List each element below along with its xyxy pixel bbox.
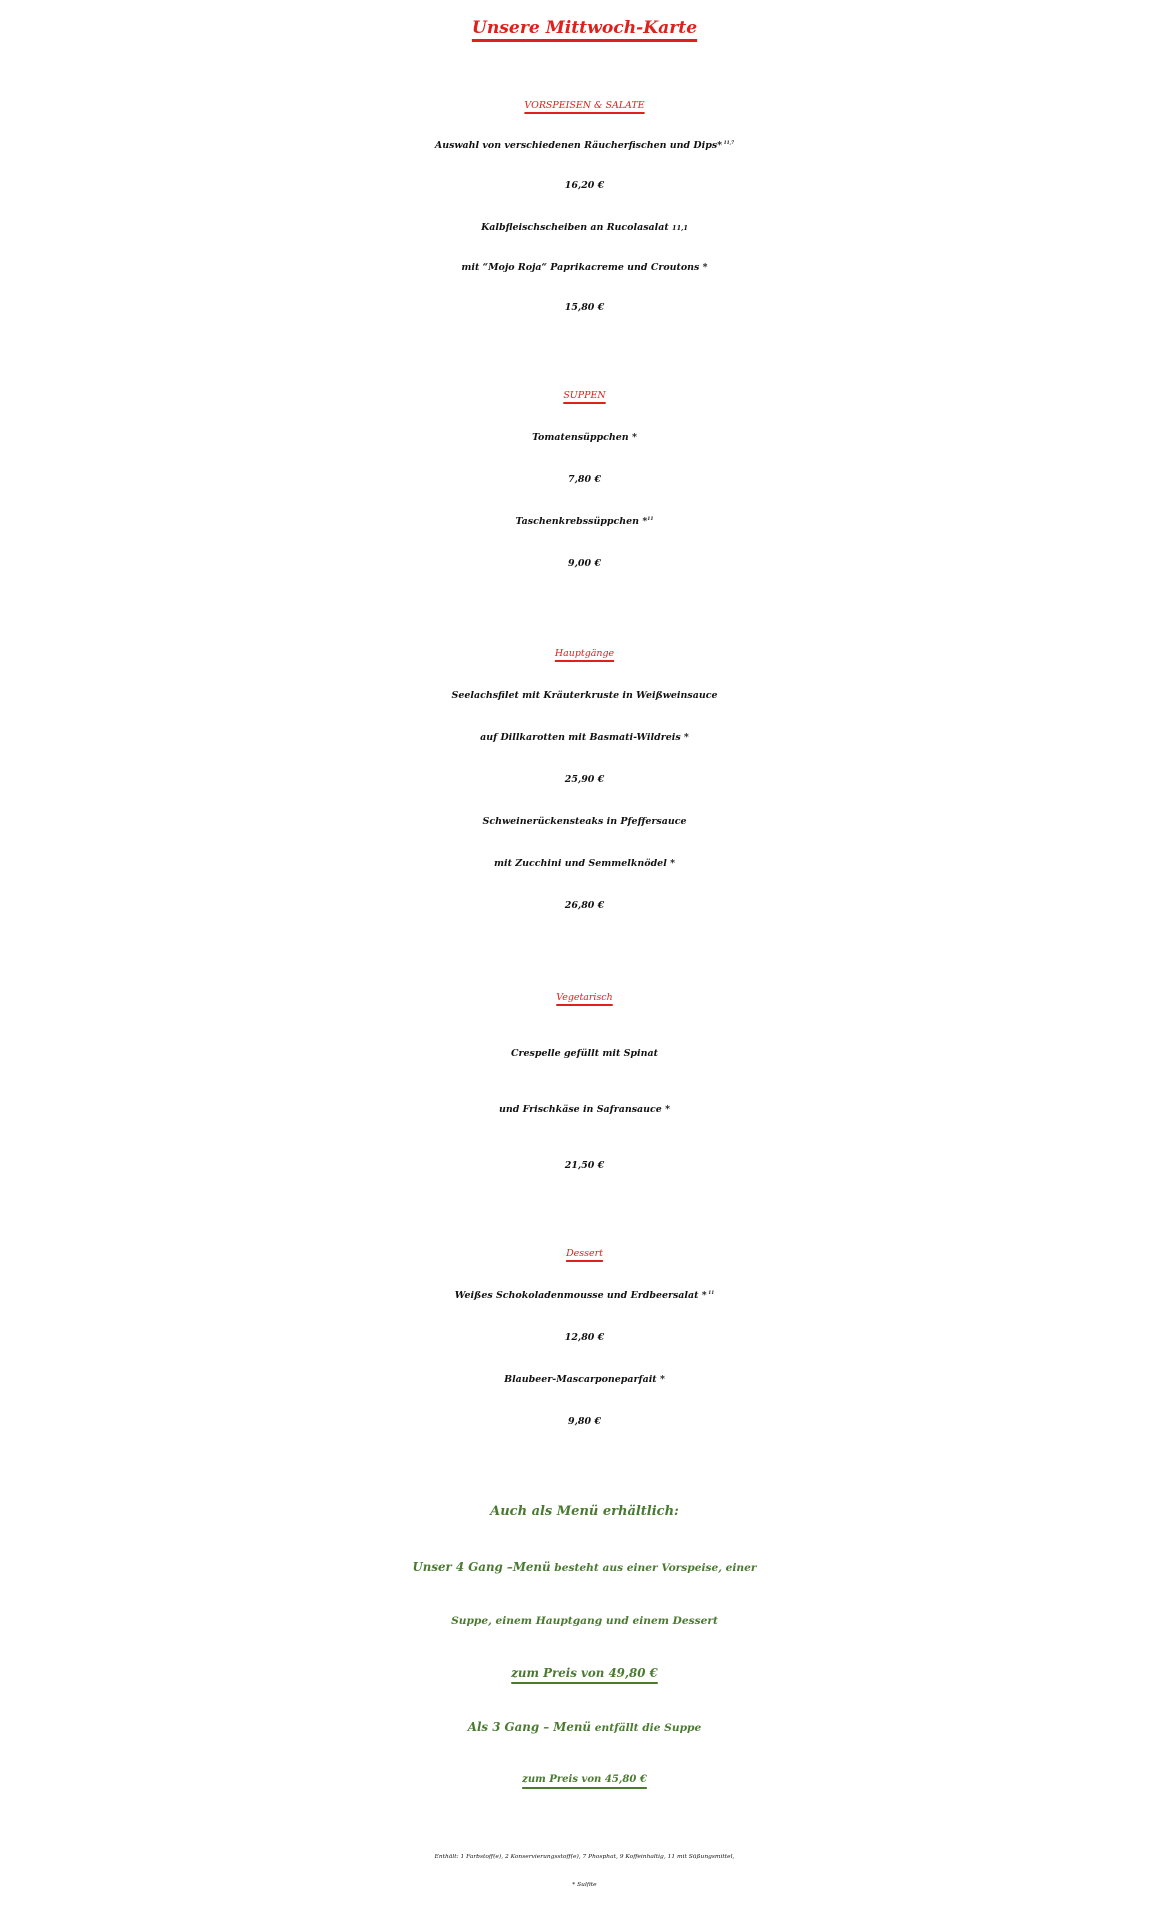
dish-name-text: Taschenkrebssüppchen * xyxy=(515,516,648,527)
dish-price: 7,80 € xyxy=(568,474,601,485)
menu-offer-price-four: zum Preis von 49,80 € xyxy=(511,1666,658,1680)
dish-name-text: Kalbfleischscheiben an Rucolasalat xyxy=(481,222,669,233)
dish-name xyxy=(0,140,1169,151)
dish-price: 12,80 € xyxy=(564,1332,605,1343)
allergen-note xyxy=(707,1291,715,1296)
dish-name: Schweinerückensteaks in Pfeffersauce xyxy=(482,816,687,827)
dish-description: mit “Mojo Roja“ Paprikacreme und Croutons * xyxy=(461,262,708,273)
dish-name: Crespelle gefüllt mit Spinat xyxy=(511,1048,658,1059)
allergen-codes: 11,1 xyxy=(672,224,688,232)
menu-offer-three-course-label: Als 3 Gang – Menü xyxy=(467,1720,592,1734)
allergen-codes: 11 xyxy=(647,516,654,522)
menu-offer-three-course-text: entfällt die Suppe xyxy=(591,1721,702,1734)
allergen-footnote: Enthält: 1 Farbstoff(e), 2 Konservierungsstoff(e), 7 Phosphat, 9 Koffeinhaltig, 11 mit Süßungsmittel, xyxy=(434,1854,735,1860)
section-heading-dessert: Dessert xyxy=(566,1248,603,1259)
dish-name: Tomatensüppchen * xyxy=(532,432,637,443)
dish-name: Seelachsfilet mit Kräuterkruste in Weißweinsauce xyxy=(451,690,718,701)
menu-offer-description: Suppe, einem Hauptgang und einem Dessert xyxy=(451,1614,718,1627)
page-title: Unsere Mittwoch-Karte xyxy=(471,18,698,38)
dish-price: 25,90 € xyxy=(564,774,605,785)
dish-name-text: Auswahl von verschiedenen Räucherfischen und Dips* xyxy=(434,140,723,151)
dish-price: 21,50 € xyxy=(564,1160,605,1171)
menu-offer-four-course-label: Unser 4 Gang –Menü xyxy=(412,1560,551,1574)
dish-price: 9,00 € xyxy=(568,558,601,569)
dish-price: 26,80 € xyxy=(564,900,605,911)
dish-name xyxy=(0,516,1169,527)
allergen-footnote-sulfite: * Sulfite xyxy=(572,1882,597,1888)
dish-name xyxy=(0,222,1169,233)
menu-offer-heading: Auch als Menü erhältlich: xyxy=(490,1504,679,1519)
menu-offer-three-course xyxy=(0,1720,1169,1734)
dish-price: 15,80 € xyxy=(564,302,605,313)
section-heading-mains: Hauptgänge xyxy=(554,648,615,659)
dish-description: mit Zucchini und Semmelknödel * xyxy=(493,858,676,869)
allergen-codes: 11 xyxy=(708,1290,715,1296)
section-heading-starters: VORSPEISEN & SALATE xyxy=(524,100,645,111)
section-heading-vegetarian: Vegetarisch xyxy=(556,992,613,1003)
dish-description: auf Dillkarotten mit Basmati-Wildreis * xyxy=(480,732,689,743)
dish-name xyxy=(0,1290,1169,1301)
dish-description: und Frischkäse in Safransauce * xyxy=(498,1104,671,1115)
section-heading-soups: SUPPEN xyxy=(563,390,606,401)
allergen-note xyxy=(722,141,734,146)
dish-price: 16,20 € xyxy=(564,180,605,191)
allergen-codes: 11,7 xyxy=(723,140,735,146)
menu-offer-four-course-text: besteht aus einer Vorspeise, einer xyxy=(550,1561,757,1574)
dish-price: 9,80 € xyxy=(568,1416,601,1427)
dish-name: Blaubeer-Mascarponeparfait * xyxy=(504,1374,665,1385)
menu-offer-four-course xyxy=(0,1560,1169,1574)
dish-name-text: Weißes Schokoladenmousse und Erdbeersalat * xyxy=(454,1290,707,1301)
menu-offer-price-three: zum Preis von 45,80 € xyxy=(522,1774,647,1785)
